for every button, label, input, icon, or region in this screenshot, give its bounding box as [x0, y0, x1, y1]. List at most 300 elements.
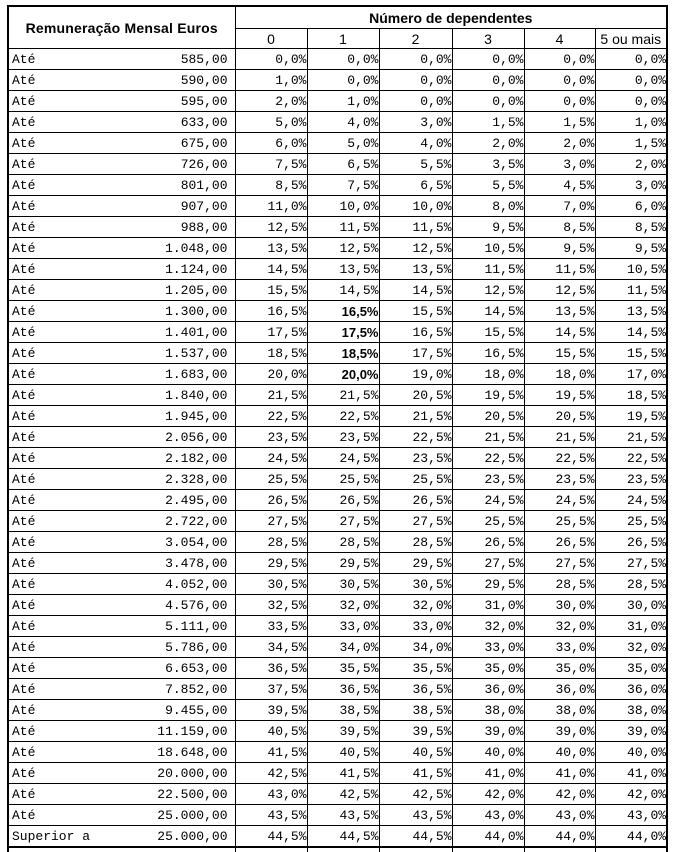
rate-cell: 13,5%	[307, 259, 379, 280]
rate-cell: 43,0%	[524, 805, 595, 826]
threshold-amount: 1.945,00	[165, 409, 227, 424]
rate-cell: 6,5%	[379, 175, 452, 196]
threshold-prefix: Até	[12, 661, 35, 676]
rate-cell: 9,5%	[595, 238, 667, 259]
rate-cell: 35,0%	[595, 658, 667, 679]
threshold-amount: 801,00	[181, 178, 228, 193]
rate-cell: 30,5%	[307, 574, 379, 595]
rate-cell: 26,5%	[379, 490, 452, 511]
rate-cell: 32,0%	[452, 616, 524, 637]
threshold-amount: 1.124,00	[165, 262, 227, 277]
threshold-amount: 9.455,00	[165, 703, 227, 718]
table-row	[8, 427, 667, 448]
rate-cell: 19,5%	[524, 385, 595, 406]
table-row	[8, 469, 667, 490]
rate-cell: 3,0%	[595, 175, 667, 196]
rate-cell: 0,0%	[452, 70, 524, 91]
table-row	[8, 742, 667, 763]
rate-cell: 12,5%	[452, 280, 524, 301]
rate-cell: 7,5%	[235, 154, 307, 175]
rate-cell: 11,5%	[524, 259, 595, 280]
rate-cell: 0,0%	[595, 70, 667, 91]
threshold-cell	[8, 721, 235, 742]
header-row-group	[8, 6, 667, 29]
rate-cell: 0,0%	[524, 91, 595, 112]
rate-cell: 43,5%	[379, 805, 452, 826]
rate-cell: 42,5%	[307, 784, 379, 805]
table-row	[8, 658, 667, 679]
rate-cell: 11,0%	[235, 196, 307, 217]
threshold-amount: 7.852,00	[165, 682, 227, 697]
bottom-tick	[452, 847, 524, 852]
table-row	[8, 595, 667, 616]
rate-cell: 19,5%	[595, 406, 667, 427]
rate-cell: 23,5%	[595, 469, 667, 490]
rate-cell: 26,5%	[452, 532, 524, 553]
dependents-count-header-4: 4	[524, 29, 595, 49]
threshold-cell	[8, 343, 235, 364]
threshold-amount: 988,00	[181, 220, 228, 235]
rate-cell: 0,0%	[307, 49, 379, 70]
rate-cell: 23,5%	[452, 469, 524, 490]
rate-cell: 2,0%	[235, 91, 307, 112]
rate-cell: 12,5%	[379, 238, 452, 259]
threshold-cell	[8, 301, 235, 322]
rate-cell: 27,5%	[307, 511, 379, 532]
rate-cell: 23,5%	[235, 427, 307, 448]
table-row	[8, 49, 667, 70]
threshold-cell	[8, 595, 235, 616]
rate-cell: 5,0%	[307, 133, 379, 154]
threshold-cell	[8, 259, 235, 280]
rate-cell: 15,5%	[379, 301, 452, 322]
rate-cell: 43,0%	[595, 805, 667, 826]
rate-cell: 1,0%	[595, 112, 667, 133]
rate-cell: 25,5%	[452, 511, 524, 532]
rate-cell: 2,0%	[452, 133, 524, 154]
rate-cell: 21,5%	[379, 406, 452, 427]
rate-cell: 21,5%	[235, 385, 307, 406]
rate-cell: 10,5%	[452, 238, 524, 259]
rate-cell: 1,0%	[307, 91, 379, 112]
rate-cell: 25,5%	[524, 511, 595, 532]
bottom-tick	[379, 847, 452, 852]
threshold-prefix: Até	[12, 430, 35, 445]
bottom-tick	[524, 847, 595, 852]
rate-cell: 44,5%	[307, 826, 379, 848]
rate-cell: 16,5%	[235, 301, 307, 322]
rate-cell: 28,5%	[524, 574, 595, 595]
threshold-cell	[8, 532, 235, 553]
table-row	[8, 490, 667, 511]
threshold-amount: 1.300,00	[165, 304, 227, 319]
rate-cell: 16,5%	[379, 322, 452, 343]
threshold-cell	[8, 91, 235, 112]
threshold-prefix: Até	[12, 682, 35, 697]
table-header	[8, 6, 667, 49]
threshold-prefix: Até	[12, 115, 35, 130]
rate-cell: 11,5%	[452, 259, 524, 280]
rate-cell: 39,5%	[379, 721, 452, 742]
rate-cell: 1,5%	[524, 112, 595, 133]
threshold-cell	[8, 742, 235, 763]
rate-cell: 24,5%	[235, 448, 307, 469]
table-row	[8, 343, 667, 364]
rate-cell: 17,5%	[307, 322, 379, 343]
rate-cell: 23,5%	[379, 448, 452, 469]
rate-cell: 5,5%	[379, 154, 452, 175]
rate-cell: 31,0%	[595, 616, 667, 637]
threshold-amount: 2.328,00	[165, 472, 227, 487]
threshold-amount: 1.683,00	[165, 367, 227, 382]
rate-cell: 10,5%	[595, 259, 667, 280]
threshold-prefix: Até	[12, 178, 35, 193]
table-row	[8, 175, 667, 196]
rate-cell: 30,5%	[235, 574, 307, 595]
threshold-prefix: Superior a	[12, 829, 90, 844]
rate-cell: 16,5%	[307, 301, 379, 322]
threshold-amount: 20.000,00	[157, 766, 227, 781]
rate-cell: 24,5%	[524, 490, 595, 511]
threshold-cell	[8, 280, 235, 301]
threshold-prefix: Até	[12, 283, 35, 298]
rate-cell: 28,5%	[307, 532, 379, 553]
rate-cell: 38,5%	[379, 700, 452, 721]
rate-cell: 26,5%	[235, 490, 307, 511]
threshold-cell	[8, 112, 235, 133]
rate-cell: 24,5%	[307, 448, 379, 469]
threshold-prefix: Até	[12, 409, 35, 424]
threshold-cell	[8, 469, 235, 490]
rate-cell: 28,5%	[595, 574, 667, 595]
rate-cell: 40,0%	[595, 742, 667, 763]
threshold-amount: 5.111,00	[165, 619, 227, 634]
threshold-prefix: Até	[12, 451, 35, 466]
table-body	[8, 49, 667, 852]
rate-cell: 36,5%	[235, 658, 307, 679]
rate-cell: 4,5%	[524, 175, 595, 196]
threshold-cell	[8, 322, 235, 343]
table-row	[8, 91, 667, 112]
rate-cell: 12,5%	[524, 280, 595, 301]
threshold-prefix: Até	[12, 745, 35, 760]
rate-cell: 43,0%	[452, 805, 524, 826]
rate-cell: 27,5%	[235, 511, 307, 532]
table-row	[8, 406, 667, 427]
bottom-tick-row	[8, 847, 667, 852]
threshold-prefix: Até	[12, 493, 35, 508]
rate-cell: 37,5%	[235, 679, 307, 700]
threshold-cell	[8, 196, 235, 217]
rate-cell: 35,5%	[379, 658, 452, 679]
rate-cell: 0,0%	[524, 49, 595, 70]
rate-cell: 22,5%	[524, 448, 595, 469]
rate-cell: 32,0%	[595, 637, 667, 658]
threshold-amount: 675,00	[181, 136, 228, 151]
table-row	[8, 679, 667, 700]
rate-cell: 6,0%	[235, 133, 307, 154]
threshold-prefix: Até	[12, 598, 35, 613]
threshold-cell	[8, 574, 235, 595]
rate-cell: 36,0%	[452, 679, 524, 700]
rate-cell: 30,0%	[524, 595, 595, 616]
threshold-prefix: Até	[12, 703, 35, 718]
dependents-group-header: Número de dependentes	[235, 6, 667, 29]
threshold-cell	[8, 154, 235, 175]
rate-cell: 23,5%	[307, 427, 379, 448]
rate-cell: 39,0%	[452, 721, 524, 742]
rate-cell: 1,5%	[595, 133, 667, 154]
threshold-prefix: Até	[12, 766, 35, 781]
rate-cell: 38,0%	[524, 700, 595, 721]
rate-cell: 1,0%	[235, 70, 307, 91]
rate-cell: 21,5%	[595, 427, 667, 448]
dependents-count-header-0: 0	[235, 29, 307, 49]
rate-cell: 39,0%	[524, 721, 595, 742]
threshold-amount: 6.653,00	[165, 661, 227, 676]
rate-cell: 13,5%	[235, 238, 307, 259]
rate-cell: 3,0%	[524, 154, 595, 175]
rate-cell: 9,5%	[524, 238, 595, 259]
threshold-prefix: Até	[12, 325, 35, 340]
threshold-prefix: Até	[12, 388, 35, 403]
threshold-cell	[8, 448, 235, 469]
threshold-prefix: Até	[12, 577, 35, 592]
bottom-tick	[8, 847, 235, 852]
rate-cell: 18,0%	[452, 364, 524, 385]
threshold-amount: 726,00	[181, 157, 228, 172]
rate-cell: 44,0%	[524, 826, 595, 848]
threshold-prefix: Até	[12, 724, 35, 739]
rate-cell: 36,5%	[307, 679, 379, 700]
rate-cell: 8,5%	[595, 217, 667, 238]
rate-cell: 18,5%	[235, 343, 307, 364]
rate-cell: 20,0%	[307, 364, 379, 385]
threshold-amount: 2.495,00	[165, 493, 227, 508]
rate-cell: 44,0%	[595, 826, 667, 848]
threshold-prefix: Até	[12, 472, 35, 487]
rate-cell: 0,0%	[595, 91, 667, 112]
rate-cell: 6,0%	[595, 196, 667, 217]
table-row	[8, 301, 667, 322]
rate-cell: 20,5%	[379, 385, 452, 406]
rate-cell: 10,0%	[379, 196, 452, 217]
threshold-amount: 2.182,00	[165, 451, 227, 466]
rate-cell: 30,0%	[595, 595, 667, 616]
remuneration-column-header: Remuneração Mensal Euros	[8, 6, 235, 49]
rate-cell: 38,5%	[307, 700, 379, 721]
rate-cell: 26,5%	[307, 490, 379, 511]
rate-cell: 0,0%	[379, 49, 452, 70]
table-row	[8, 511, 667, 532]
rate-cell: 22,5%	[452, 448, 524, 469]
rate-cell: 35,0%	[524, 658, 595, 679]
table-row	[8, 784, 667, 805]
rate-cell: 3,5%	[452, 154, 524, 175]
threshold-prefix: Até	[12, 640, 35, 655]
threshold-amount: 11.159,00	[157, 724, 227, 739]
rate-cell: 34,0%	[379, 637, 452, 658]
rate-cell: 39,5%	[235, 700, 307, 721]
rate-cell: 22,5%	[307, 406, 379, 427]
threshold-prefix: Até	[12, 94, 35, 109]
rate-cell: 4,0%	[379, 133, 452, 154]
threshold-prefix: Até	[12, 220, 35, 235]
table-row	[8, 532, 667, 553]
rate-cell: 43,5%	[307, 805, 379, 826]
threshold-cell	[8, 364, 235, 385]
rate-cell: 7,0%	[524, 196, 595, 217]
rate-cell: 13,5%	[524, 301, 595, 322]
rate-cell: 33,5%	[235, 616, 307, 637]
threshold-amount: 1.401,00	[165, 325, 227, 340]
table-row	[8, 826, 667, 848]
rate-cell: 42,0%	[524, 784, 595, 805]
rate-cell: 0,0%	[379, 91, 452, 112]
table-row	[8, 763, 667, 784]
rate-cell: 18,5%	[307, 343, 379, 364]
rate-cell: 44,5%	[235, 826, 307, 848]
rate-cell: 36,0%	[595, 679, 667, 700]
rate-cell: 34,0%	[307, 637, 379, 658]
rate-cell: 25,5%	[235, 469, 307, 490]
withholding-rate-table	[7, 5, 668, 852]
rate-cell: 21,5%	[452, 427, 524, 448]
threshold-amount: 1.205,00	[165, 283, 227, 298]
rate-cell: 5,5%	[452, 175, 524, 196]
threshold-cell	[8, 406, 235, 427]
threshold-amount: 907,00	[181, 199, 228, 214]
rate-cell: 27,5%	[379, 511, 452, 532]
rate-cell: 17,5%	[235, 322, 307, 343]
rate-cell: 40,0%	[452, 742, 524, 763]
threshold-amount: 633,00	[181, 115, 228, 130]
rate-cell: 14,5%	[524, 322, 595, 343]
threshold-amount: 22.500,00	[157, 787, 227, 802]
threshold-cell	[8, 700, 235, 721]
rate-cell: 20,5%	[452, 406, 524, 427]
rate-cell: 13,5%	[379, 259, 452, 280]
rate-cell: 41,0%	[595, 763, 667, 784]
rate-cell: 36,0%	[524, 679, 595, 700]
rate-cell: 16,5%	[452, 343, 524, 364]
table-row	[8, 448, 667, 469]
rate-cell: 11,5%	[379, 217, 452, 238]
rate-cell: 40,0%	[524, 742, 595, 763]
rate-cell: 26,5%	[595, 532, 667, 553]
rate-cell: 14,5%	[235, 259, 307, 280]
rate-cell: 21,5%	[524, 427, 595, 448]
threshold-amount: 4.576,00	[165, 598, 227, 613]
threshold-amount: 595,00	[181, 94, 228, 109]
table-row	[8, 553, 667, 574]
rate-cell: 29,5%	[379, 553, 452, 574]
rate-cell: 15,5%	[524, 343, 595, 364]
rate-cell: 25,5%	[307, 469, 379, 490]
threshold-prefix: Até	[12, 52, 35, 67]
rate-cell: 22,5%	[235, 406, 307, 427]
rate-cell: 32,0%	[379, 595, 452, 616]
rate-cell: 33,0%	[452, 637, 524, 658]
rate-cell: 33,0%	[307, 616, 379, 637]
threshold-cell	[8, 133, 235, 154]
rate-cell: 40,5%	[307, 742, 379, 763]
threshold-cell	[8, 679, 235, 700]
threshold-prefix: Até	[12, 787, 35, 802]
rate-cell: 19,5%	[452, 385, 524, 406]
threshold-amount: 25.000,00	[157, 808, 227, 823]
rate-cell: 17,0%	[595, 364, 667, 385]
rate-cell: 44,0%	[452, 826, 524, 848]
table-row	[8, 133, 667, 154]
rate-cell: 29,5%	[235, 553, 307, 574]
rate-cell: 17,5%	[379, 343, 452, 364]
rate-cell: 39,5%	[307, 721, 379, 742]
threshold-cell	[8, 385, 235, 406]
rate-cell: 30,5%	[379, 574, 452, 595]
table-row	[8, 70, 667, 91]
rate-cell: 33,0%	[379, 616, 452, 637]
table-row	[8, 238, 667, 259]
table-row	[8, 616, 667, 637]
rate-cell: 32,0%	[524, 616, 595, 637]
rate-cell: 5,0%	[235, 112, 307, 133]
threshold-prefix: Até	[12, 514, 35, 529]
rate-cell: 42,0%	[452, 784, 524, 805]
table-row	[8, 259, 667, 280]
rate-cell: 44,5%	[379, 826, 452, 848]
rate-cell: 0,0%	[379, 70, 452, 91]
rate-cell: 9,5%	[452, 217, 524, 238]
rate-cell: 27,5%	[595, 553, 667, 574]
table-row	[8, 280, 667, 301]
threshold-cell	[8, 49, 235, 70]
table-row	[8, 196, 667, 217]
rate-cell: 18,0%	[524, 364, 595, 385]
table-row	[8, 637, 667, 658]
rate-cell: 42,5%	[379, 784, 452, 805]
threshold-amount: 25.000,00	[157, 829, 227, 844]
bottom-tick	[595, 847, 667, 852]
rate-cell: 14,5%	[595, 322, 667, 343]
threshold-amount: 3.054,00	[165, 535, 227, 550]
rate-cell: 23,5%	[524, 469, 595, 490]
rate-cell: 41,0%	[524, 763, 595, 784]
rate-cell: 35,0%	[452, 658, 524, 679]
rate-cell: 43,0%	[235, 784, 307, 805]
threshold-amount: 4.052,00	[165, 577, 227, 592]
rate-cell: 35,5%	[307, 658, 379, 679]
threshold-prefix: Até	[12, 304, 35, 319]
rate-cell: 7,5%	[307, 175, 379, 196]
threshold-cell	[8, 175, 235, 196]
rate-cell: 19,0%	[379, 364, 452, 385]
threshold-prefix: Até	[12, 346, 35, 361]
threshold-prefix: Até	[12, 199, 35, 214]
bottom-tick	[235, 847, 307, 852]
rate-cell: 22,5%	[379, 427, 452, 448]
rate-cell: 15,5%	[235, 280, 307, 301]
rate-cell: 0,0%	[235, 49, 307, 70]
rate-cell: 0,0%	[595, 49, 667, 70]
rate-cell: 28,5%	[235, 532, 307, 553]
rate-cell: 20,5%	[524, 406, 595, 427]
rate-cell: 39,0%	[595, 721, 667, 742]
threshold-amount: 2.722,00	[165, 514, 227, 529]
rate-cell: 4,0%	[307, 112, 379, 133]
table-row	[8, 364, 667, 385]
threshold-prefix: Até	[12, 157, 35, 172]
